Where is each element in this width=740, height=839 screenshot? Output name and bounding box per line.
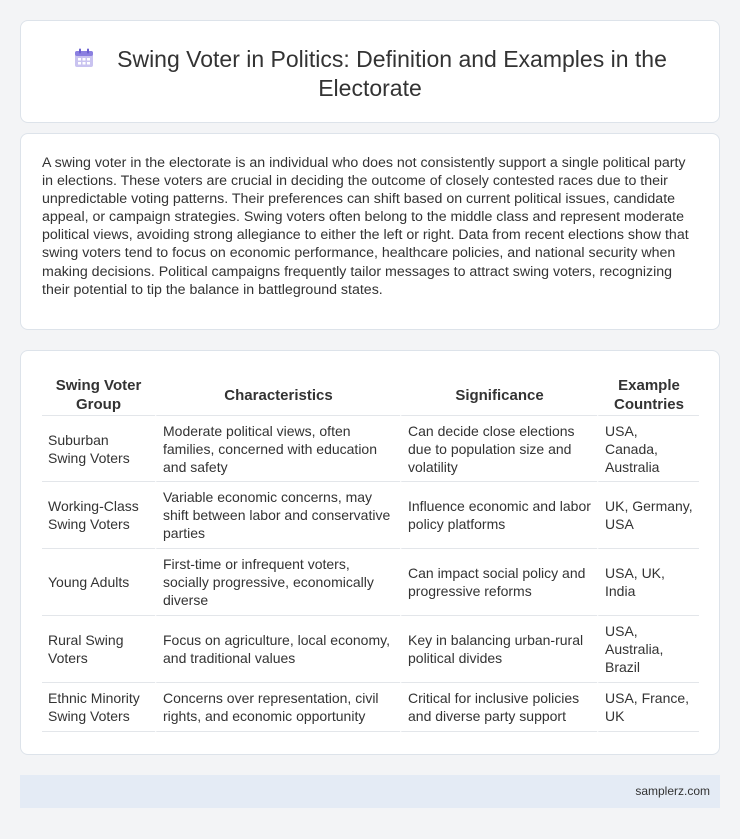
footer-site-link[interactable]: samplerz.com: [635, 784, 710, 798]
table-row: [42, 683, 699, 732]
cell-significance: Critical for inclusive policies and diverse party support: [400, 683, 597, 732]
calendar-icon: [73, 47, 95, 69]
header-characteristics: Characteristics: [155, 375, 400, 416]
intro-paragraph: A swing voter in the electorate is an individual who does not consistently support a single political party in elections. These voters are crucial in deciding the outcome of closely contested races due to their unpredictable voting patterns. Their preferences can shift based on current political issues, candidate appeal, or campaign strategies. Swing voters often belong to the middle class and represent moderate political views, avoiding strong allegiance to either the left or right. Data from recent elections show that swing voters tend to focus on economic performance, healthcare policies, and national security when making decisions. Political campaigns frequently tailor messages to attract swing voters, recognizing their potential to tip the balance in battleground states.: [42, 155, 689, 298]
cell-characteristics: Focus on agriculture, local economy, and traditional values: [155, 616, 400, 683]
cell-characteristics: First-time or infrequent voters, socially progressive, economically diverse: [155, 549, 400, 616]
cell-group: Rural Swing Voters: [42, 616, 155, 683]
intro-card: [20, 133, 720, 330]
table-row: [42, 549, 699, 616]
table-card: [20, 350, 720, 755]
cell-significance: Influence economic and labor policy platforms: [400, 482, 597, 549]
cell-characteristics: Concerns over representation, civil rights, and economic opportunity: [155, 683, 400, 732]
cell-countries: USA, France, UK: [597, 683, 699, 732]
header-countries: Example Countries: [597, 375, 699, 416]
cell-countries: USA, Canada, Australia: [597, 416, 699, 482]
title-line-1: Swing Voter in Politics: Definition and Examples in the: [117, 46, 667, 72]
cell-characteristics: Variable economic concerns, may shift between labor and conservative parties: [155, 482, 400, 549]
cell-countries: USA, Australia, Brazil: [597, 616, 699, 683]
table-row: [42, 482, 699, 549]
cell-group: Working-Class Swing Voters: [42, 482, 155, 549]
table-row: [42, 616, 699, 683]
title-card: [20, 20, 720, 123]
cell-group: Young Adults: [42, 549, 155, 616]
page-title: [73, 45, 667, 103]
cell-countries: USA, UK, India: [597, 549, 699, 616]
swing-voter-table: [42, 375, 699, 732]
cell-countries: UK, Germany, USA: [597, 482, 699, 549]
header-significance: Significance: [400, 375, 597, 416]
table-row: [42, 416, 699, 482]
cell-significance: Can decide close elections due to population size and volatility: [400, 416, 597, 482]
cell-significance: Can impact social policy and progressive reforms: [400, 549, 597, 616]
cell-group: Suburban Swing Voters: [42, 416, 155, 482]
title-line-2: Electorate: [318, 75, 422, 101]
cell-significance: Key in balancing urban-rural political divides: [400, 616, 597, 683]
cell-characteristics: Moderate political views, often families, concerned with education and safety: [155, 416, 400, 482]
cell-group: Ethnic Minority Swing Voters: [42, 683, 155, 732]
footer-bar: [20, 775, 720, 808]
table-header-row: [42, 375, 699, 416]
header-group: Swing Voter Group: [42, 375, 155, 416]
title-wrap: [21, 45, 719, 103]
